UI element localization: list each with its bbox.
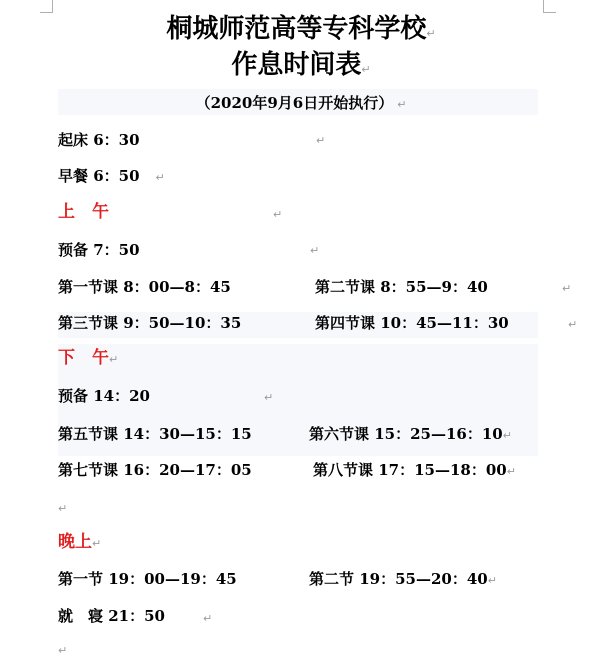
class-6: 第六节课 15：25—16：10↵: [309, 425, 512, 443]
paragraph-mark-icon: ↵: [155, 171, 165, 184]
class-5: 第五节课 14：30—15：15: [58, 425, 252, 443]
morning-prep: 预备 7：50: [58, 241, 140, 259]
evening-label: 晚上↵: [58, 532, 102, 552]
paragraph-mark-icon: ↵: [58, 644, 68, 657]
paragraph-mark-icon: ↵: [109, 353, 119, 366]
paragraph-mark-icon: ↵: [487, 574, 497, 587]
class-2: 第二节课 8：55—9：40: [315, 278, 488, 296]
evening-period-1: 第一节 19：00—19：45: [58, 570, 237, 588]
class-8: 第八节课 17：15—18：00↵: [313, 461, 516, 479]
page-corner-marker-left: [40, 0, 53, 13]
paragraph-mark-icon: ↵: [426, 27, 436, 40]
paragraph-mark-icon: ↵: [203, 612, 213, 625]
paragraph-mark-icon: ↵: [506, 465, 516, 478]
effective-date: （2020年9月6日开始执行） ↵: [195, 94, 407, 112]
paragraph-mark-icon: ↵: [562, 282, 572, 295]
wake-time: 起床 6：30: [58, 131, 140, 149]
paragraph-mark-icon: ↵: [58, 502, 68, 515]
paragraph-mark-icon: ↵: [273, 208, 283, 221]
school-title: 桐城师范高等专科学校↵: [166, 14, 436, 44]
paragraph-mark-icon: ↵: [568, 318, 578, 331]
paragraph-mark-icon: ↵: [92, 537, 102, 550]
class-7: 第七节课 16：20—17：05: [58, 461, 252, 479]
class-1: 第一节课 8：00—8：45: [58, 278, 231, 296]
paragraph-mark-icon: ↵: [310, 244, 320, 257]
breakfast-time: 早餐 6：50 ↵: [58, 167, 165, 185]
sleep-time: 就 寝 21：50: [58, 607, 165, 625]
morning-label: 上 午: [58, 202, 109, 222]
paragraph-mark-icon: ↵: [264, 391, 274, 404]
class-4: 第四节课 10：45—11：30: [315, 314, 509, 332]
schedule-title: 作息时间表↵: [231, 50, 371, 80]
afternoon-prep: 预备 14：20: [58, 387, 150, 405]
page-corner-marker-right: [543, 0, 556, 13]
class-3: 第三节课 9：50—10：35: [58, 314, 242, 332]
afternoon-label: 下 午↵: [58, 348, 119, 368]
evening-period-2: 第二节 19：55—20：40↵: [309, 570, 497, 588]
paragraph-mark-icon: ↵: [502, 429, 512, 442]
paragraph-mark-icon: ↵: [361, 63, 371, 76]
paragraph-mark-icon: ↵: [397, 98, 407, 111]
paragraph-mark-icon: ↵: [316, 134, 326, 147]
